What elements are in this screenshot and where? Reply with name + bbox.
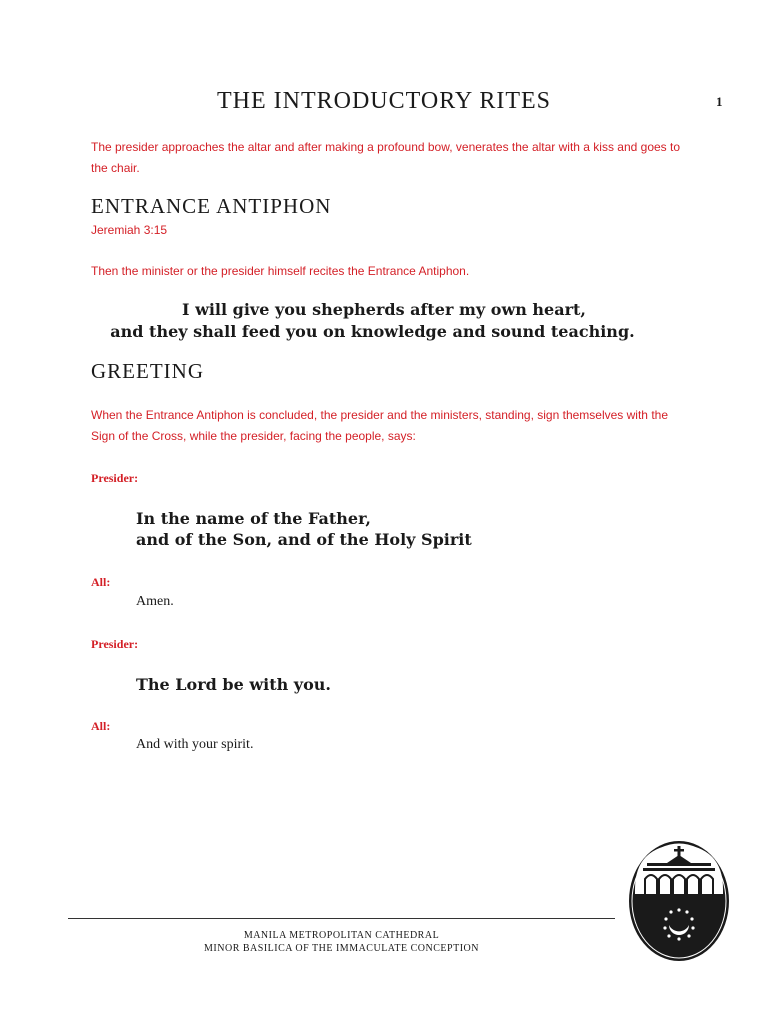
presider-text-line-1: In the name of the Father,: [136, 509, 371, 528]
page-number: 1: [716, 94, 723, 109]
all-response: Amen.: [136, 594, 174, 609]
antiphon-line-1: I will give you shepherds after my own heart,: [182, 300, 586, 319]
all-response: And with your spirit.: [136, 737, 254, 752]
presider-label: Presider:: [91, 471, 139, 485]
all-label: All:: [91, 575, 111, 589]
antiphon-line-2: and they shall feed you on knowledge and sound teaching.: [110, 322, 635, 341]
presider-label: Presider:: [91, 637, 139, 651]
all-label: All:: [91, 719, 111, 733]
footer-rule: [68, 918, 615, 919]
greeting-heading: GREETING: [91, 359, 204, 383]
presider-text-line-2: and of the Son, and of the Holy Spirit: [136, 530, 472, 549]
footer: [68, 929, 615, 955]
footer-line-2: MINOR BASILICA OF THE IMMACULATE CONCEPTION: [204, 943, 479, 954]
entrance-antiphon-heading: ENTRANCE ANTIPHON: [91, 194, 332, 218]
footer-line-1: MANILA METROPOLITAN CATHEDRAL: [243, 930, 440, 941]
scripture-reference: Jeremiah 3:15: [91, 223, 168, 237]
entrance-rubric: Then the minister or the presider himself recites the Entrance Antiphon.: [91, 264, 470, 278]
intro-rubric: The presider approaches the altar and after making a profound bow, venerates the altar with a kiss and goes to the chair.: [91, 140, 681, 175]
cathedral-seal-icon: [627, 839, 731, 963]
page-title: THE INTRODUCTORY RITES: [217, 88, 551, 114]
presider-text: The Lord be with you.: [136, 675, 331, 694]
greeting-rubric: When the Entrance Antiphon is concluded, the presider and the ministers, standing, sign themselves with the Sign of the Cross, while the presider, facing the people, says:: [91, 408, 668, 443]
